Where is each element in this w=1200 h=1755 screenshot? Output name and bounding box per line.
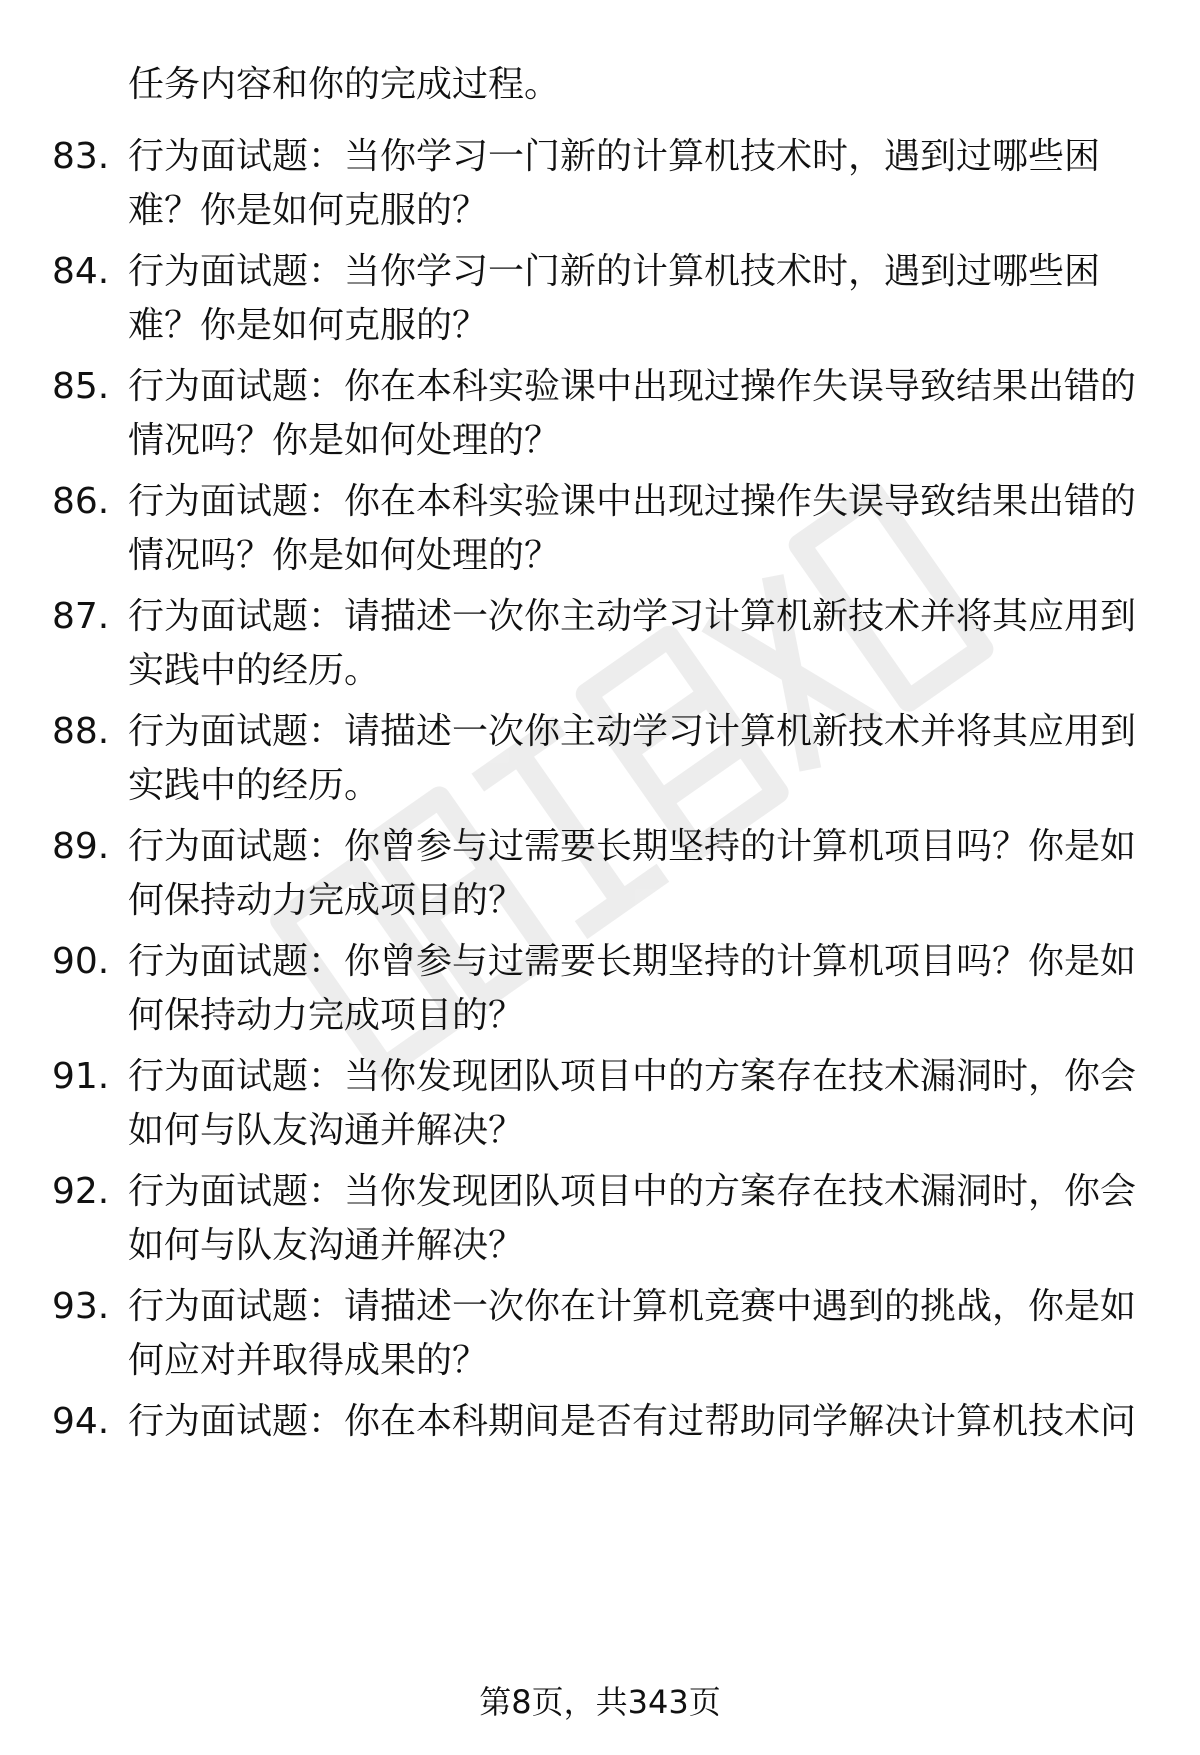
question-number: 86.: [52, 481, 110, 522]
question-text-line: 行为面试题：你曾参与过需要长期坚持的计算机项目吗？你是如: [128, 941, 1137, 982]
question-text-line: 行为面试题：你曾参与过需要长期坚持的计算机项目吗？你是如: [128, 826, 1137, 867]
question-number: 91.: [52, 1056, 110, 1097]
question-text-line: 行为面试题：你在本科实验课中出现过操作失误导致结果出错的: [128, 366, 1137, 407]
question-text-line: 行为面试题：当你发现团队项目中的方案存在技术漏洞时，你会: [128, 1171, 1137, 1212]
question-text-line: 行为面试题：当你发现团队项目中的方案存在技术漏洞时，你会: [128, 1056, 1137, 1097]
question-number: 83.: [52, 136, 110, 177]
question-text-line: 如何与队友沟通并解决？: [128, 1225, 525, 1266]
question-text-line: 情况吗？你是如何处理的？: [128, 535, 561, 576]
question-number: 89.: [52, 826, 110, 867]
question-text-line: 行为面试题：请描述一次你主动学习计算机新技术并将其应用到: [128, 711, 1137, 752]
question-number: 93.: [52, 1286, 110, 1327]
question-text-line: 何保持动力完成项目的？: [128, 995, 525, 1036]
question-text-line: 何应对并取得成果的？: [128, 1340, 489, 1381]
question-text-line: 行为面试题：当你学习一门新的计算机技术时，遇到过哪些困: [128, 136, 1101, 177]
question-text-line: 实践中的经历。: [128, 765, 381, 806]
question-text-line: 难？你是如何克服的？: [128, 305, 489, 346]
question-number: 94.: [52, 1401, 110, 1442]
question-text-line: 行为面试题：你在本科期间是否有过帮助同学解决计算机技术问: [128, 1401, 1137, 1442]
question-number: 88.: [52, 711, 110, 752]
question-text-line: 实践中的经历。: [128, 650, 381, 691]
question-number: 85.: [52, 366, 110, 407]
question-text-line: 行为面试题：当你学习一门新的计算机技术时，遇到过哪些困: [128, 251, 1101, 292]
continuation-text: 任务内容和你的完成过程。: [128, 64, 561, 105]
question-number: 92.: [52, 1171, 110, 1212]
question-text-line: 行为面试题：请描述一次你主动学习计算机新技术并将其应用到: [128, 596, 1137, 637]
question-text-line: 行为面试题：请描述一次你在计算机竞赛中遇到的挑战，你是如: [128, 1286, 1137, 1327]
question-text-line: 行为面试题：你在本科实验课中出现过操作失误导致结果出错的: [128, 481, 1137, 522]
question-number: 87.: [52, 596, 110, 637]
page-footer: 第8页，共343页: [479, 1683, 721, 1721]
question-text-line: 如何与队友沟通并解决？: [128, 1110, 525, 1151]
question-number: 90.: [52, 941, 110, 982]
question-number: 84.: [52, 251, 110, 292]
question-text-line: 何保持动力完成项目的？: [128, 880, 525, 921]
question-text-line: 情况吗？你是如何处理的？: [128, 420, 561, 461]
question-text-line: 难？你是如何克服的？: [128, 190, 489, 231]
